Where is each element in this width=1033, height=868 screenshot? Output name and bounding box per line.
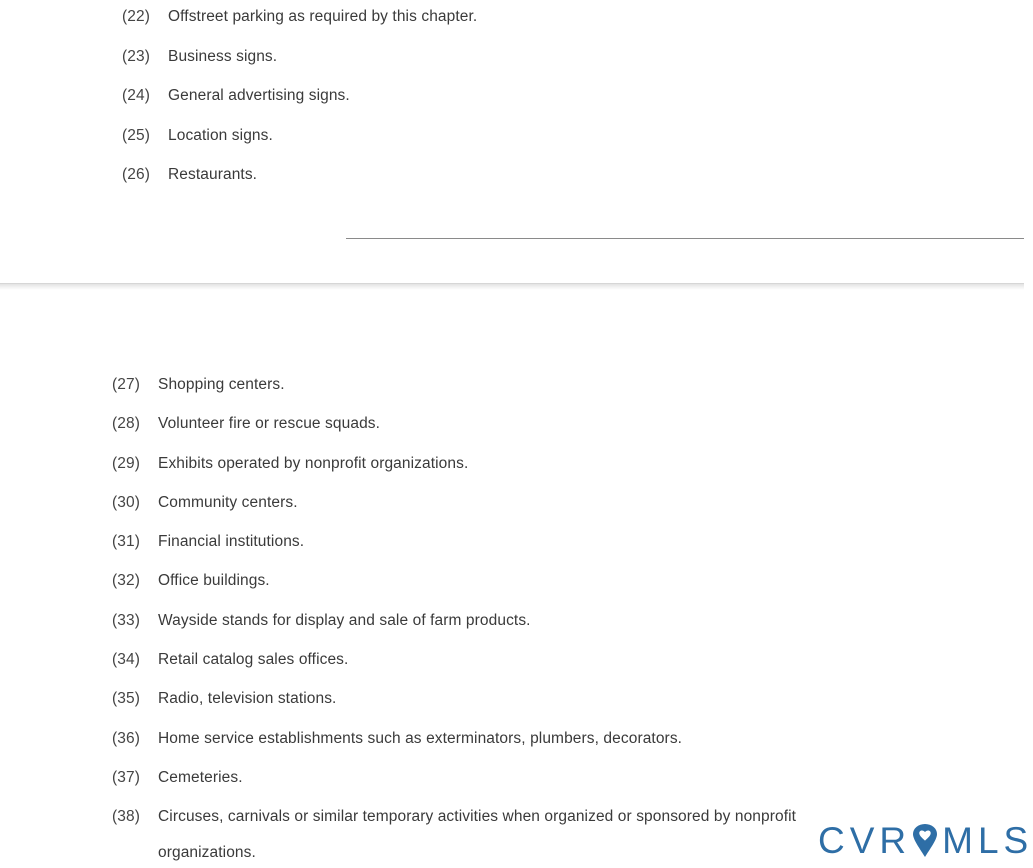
item-text: Community centers. bbox=[158, 493, 298, 511]
item-number: (24) bbox=[122, 87, 150, 104]
mls-watermark-logo bbox=[818, 820, 1033, 862]
item-text: Location signs. bbox=[168, 126, 273, 144]
item-text: Financial institutions. bbox=[158, 533, 305, 551]
list-item bbox=[112, 492, 796, 531]
list-item bbox=[112, 413, 796, 452]
item-text: Wayside stands for display and sale of farm products. bbox=[158, 611, 531, 629]
logo-text-right: MLS bbox=[942, 820, 1033, 861]
item-number: (23) bbox=[122, 47, 150, 65]
item-text: General advertising signs. bbox=[168, 87, 350, 104]
item-number: (25) bbox=[122, 126, 150, 144]
item-number: (33) bbox=[112, 611, 140, 629]
item-number: (27) bbox=[112, 376, 140, 393]
item-number: (26) bbox=[122, 166, 150, 183]
item-text: Restaurants. bbox=[168, 166, 258, 183]
item-number: (29) bbox=[112, 454, 140, 472]
item-text: Home service establishments such as exterminators, plumbers, decorators. bbox=[158, 729, 683, 747]
item-text: Offstreet parking as required by this chapter. bbox=[168, 8, 478, 25]
list-item bbox=[112, 649, 796, 688]
list-item bbox=[112, 610, 796, 649]
item-text: Radio, television stations. bbox=[158, 690, 337, 708]
item-number: (30) bbox=[112, 493, 140, 511]
item-text: Volunteer fire or rescue squads. bbox=[158, 415, 381, 433]
list-item bbox=[112, 767, 796, 806]
list-item bbox=[112, 531, 796, 570]
list-item bbox=[112, 374, 796, 413]
item-number: (28) bbox=[112, 415, 140, 433]
list-item bbox=[112, 728, 796, 767]
list-item bbox=[112, 688, 796, 727]
item-text: Business signs. bbox=[168, 47, 278, 65]
item-text: Office buildings. bbox=[158, 572, 270, 590]
item-text: Shopping centers. bbox=[158, 376, 285, 393]
item-number: (22) bbox=[122, 8, 150, 25]
item-number: (37) bbox=[112, 768, 140, 786]
item-text: Circuses, carnivals or similar temporary activities when organized or sponsored by nonprofit bbox=[158, 808, 797, 826]
item-text: Exhibits operated by nonprofit organizations. bbox=[158, 454, 469, 472]
item-text-continuation: organizations. bbox=[158, 844, 256, 862]
item-number: (32) bbox=[112, 572, 140, 590]
permitted-uses-list-bottom bbox=[112, 374, 797, 862]
list-item bbox=[112, 570, 796, 609]
item-number: (34) bbox=[112, 651, 140, 669]
item-number: (35) bbox=[112, 690, 140, 708]
item-text: Retail catalog sales offices. bbox=[158, 651, 349, 669]
item-text: Cemeteries. bbox=[158, 768, 243, 786]
item-number: (36) bbox=[112, 729, 140, 747]
list-item bbox=[112, 453, 796, 492]
logo-text-left: CVR bbox=[818, 820, 912, 861]
list-item bbox=[112, 806, 797, 862]
item-number: (31) bbox=[112, 533, 140, 551]
item-number: (38) bbox=[112, 808, 140, 826]
map-pin-icon bbox=[912, 824, 938, 858]
